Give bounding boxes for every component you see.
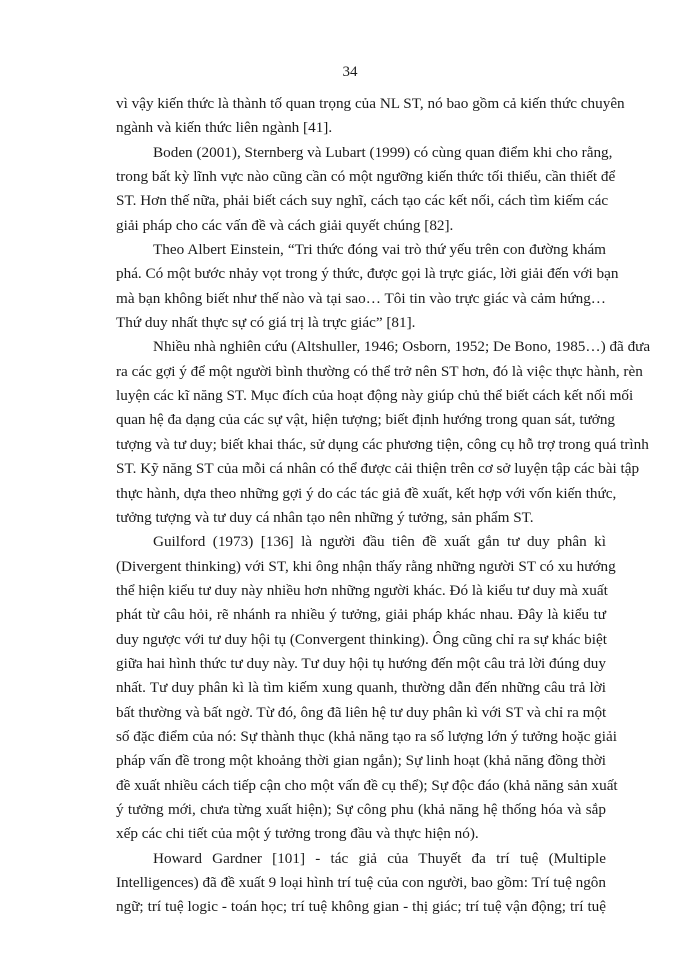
text-line: (Divergent thinking) với ST, khi ông nhận thấy rằng những người ST có xu hướng	[116, 557, 616, 575]
text-line: đề xuất nhiều cách tiếp cận cho một vấn đề cụ thể); Sự độc đáo (khả năng sản xuất	[116, 776, 618, 794]
paragraph-knowledge-conclusion	[116, 92, 625, 141]
text-line: nhất. Tư duy phân kì là tìm kiếm xung quanh, thường dẫn đến những câu trả lời	[116, 679, 606, 697]
text-line: Boden (2001), Sternberg và Lubart (1999) có cùng quan điểm khi cho rằng,	[153, 143, 613, 161]
text-line: tưởng tượng và tư duy cá nhân tạo nên những ý tưởng, sản phẩm ST.	[116, 508, 534, 526]
text-line: xếp các chi tiết của một ý tưởng trong đầu và thực hiện nó).	[116, 825, 479, 843]
text-line: số đặc điểm của nó: Sự thành thục (khả năng tạo ra số lượng lớn ý tưởng hoặc giải	[116, 727, 617, 745]
text-line: giữa hai hình thức tư duy này. Tư duy hội tụ hướng đến một câu trả lời đúng duy	[116, 654, 606, 672]
text-line: mà bạn không biết như thế nào và tại sao… Tôi tin vào trực giác và cảm hứng…	[116, 289, 606, 307]
text-line: phát từ câu hỏi, rẽ nhánh ra nhiều ý tưởng, giải pháp khác nhau. Đây là kiểu tư	[116, 606, 606, 624]
text-line: ngữ; trí tuệ logic - toán học; trí tuệ không gian - thị giác; trí tuệ vận động; trí tuệ	[116, 898, 606, 916]
text-line: ST. Kỹ năng ST của mỗi cá nhân có thể được cải thiện trên cơ sở luyện tập các bài tập	[116, 460, 640, 478]
text-line: thể hiện kiểu tư duy này nhiều hơn những người khác. Đó là kiểu tư duy mà xuất	[116, 581, 608, 599]
paragraph-guilford-divergent-thinking	[116, 530, 618, 846]
text-line: pháp vấn đề trong một khoảng thời gian ngắn); Sự linh hoạt (khả năng đồng thời	[116, 752, 606, 770]
text-line: Thứ duy nhất thực sự có giá trị là trực giác” [81].	[116, 314, 416, 332]
text-line: ngành và kiến thức liên ngành [41].	[116, 119, 333, 137]
text-line: Intelligences) đã đề xuất 9 loại hình trí tuệ của con người, bao gồm: Trí tuệ ngôn	[116, 874, 606, 891]
text-line: Howard Gardner [101] - tác giả của Thuyết đa trí tuệ (Multiple	[153, 849, 606, 867]
text-line: duy ngược với tư duy hội tụ (Convergent thinking). Ông cũng chỉ ra sự khác biệt	[116, 630, 607, 648]
text-line: ra các gợi ý để một người bình thường có thể trở nên ST hơn, đó là việc thực hành, rèn	[116, 362, 643, 380]
text-line: thực hành, dựa theo những gợi ý do các tác giả đề xuất, kết hợp với vốn kiến thức,	[116, 484, 617, 502]
paragraph-einstein-quote	[116, 238, 619, 335]
paragraph-researchers-suggestions	[116, 335, 651, 530]
body-text	[116, 92, 651, 920]
text-line: giải pháp cho các vấn đề và cách giải quyết chúng [82].	[116, 216, 454, 234]
paragraph-boden-sternberg	[116, 141, 616, 238]
text-line: bất thường và bất ngờ. Từ đó, ông đã liên hệ tư duy phân kì với ST và chỉ ra một	[116, 703, 607, 721]
text-line: quan hệ đa dạng của các sự vật, hiện tượng; biết định hướng trong quan sát, tưởng	[116, 411, 616, 429]
text-line: Theo Albert Einstein, “Tri thức đóng vai trò thứ yếu trên con đường khám	[153, 241, 606, 259]
text-line: ý tưởng mới, chưa từng xuất hiện); Sự công phu (khả năng hệ thống hóa và sắp	[116, 800, 606, 818]
text-line: vì vậy kiến thức là thành tố quan trọng của NL ST, nó bao gồm cả kiến thức chuyên	[116, 95, 625, 112]
text-line: phá. Có một bước nhảy vọt trong ý thức, được gọi là trực giác, lời giải đến với bạn	[116, 265, 619, 283]
text-line: Nhiều nhà nghiên cứu (Altshuller, 1946; Osborn, 1952; De Bono, 1985…) đã đưa	[153, 338, 651, 356]
text-line: tượng và tư duy; biết khai thác, sử dụng các phương tiện, công cụ hỗ trợ trong quá trình	[116, 435, 649, 453]
text-line: luyện các kĩ năng ST. Mục đích của hoạt động này giúp chủ thể biết cách kết nối mối	[116, 387, 634, 405]
text-line: trong bất kỳ lĩnh vực nào cũng cần có một ngưỡng kiến thức tối thiểu, cần thiết để	[116, 168, 616, 186]
text-line: Guilford (1973) [136] là người đầu tiên đề xuất gắn tư duy phân kì	[153, 533, 606, 551]
paragraph-gardner-multiple-intelligences	[116, 847, 606, 920]
text-line: ST. Hơn thế nữa, phải biết cách suy nghĩ, cách tạo các kết nối, cách tìm kiếm các	[116, 192, 609, 210]
page-number: 34	[342, 64, 358, 80]
